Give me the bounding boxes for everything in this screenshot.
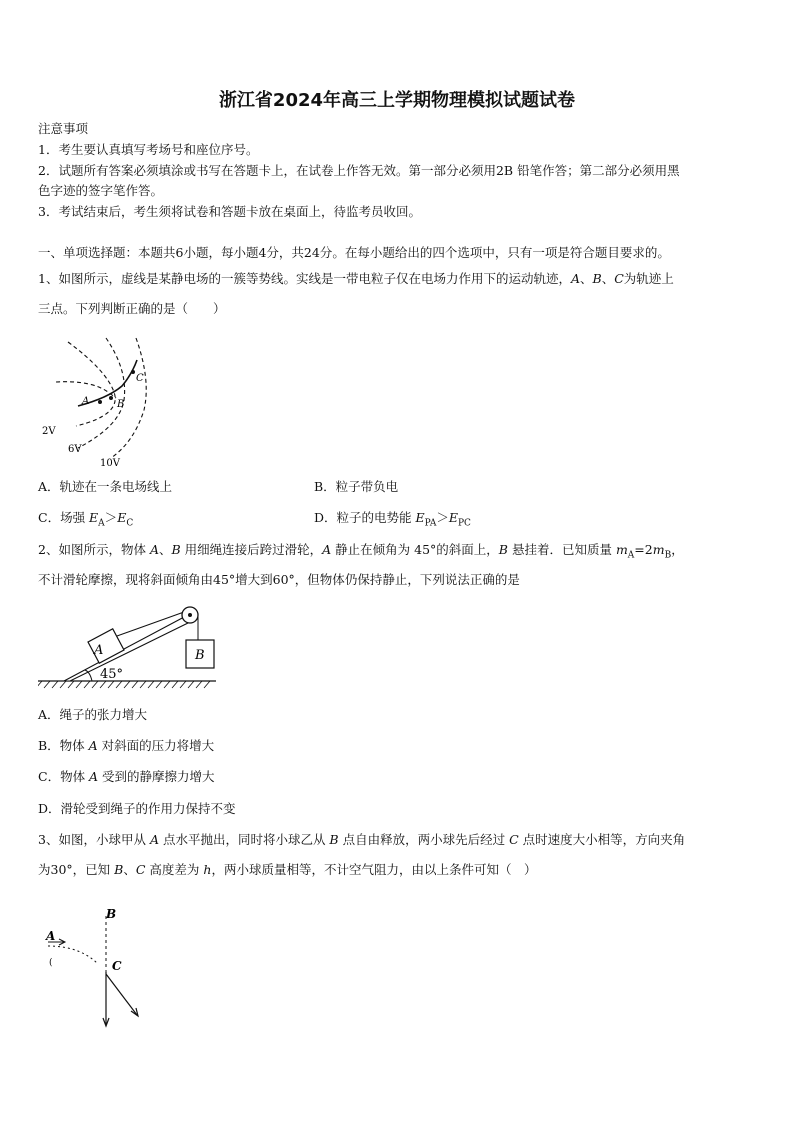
q3-label-b: B bbox=[106, 907, 117, 921]
q2-option-d: D．滑轮受到绳子的作用力保持不变 bbox=[38, 801, 236, 816]
q3-figure bbox=[40, 902, 150, 1032]
q2-option-c-text: 受到的静摩擦力增大 bbox=[98, 769, 215, 784]
q2-mass-b-sub: B bbox=[664, 550, 672, 561]
q3-text: 高度差为 bbox=[145, 862, 204, 877]
q2-eq: =2 bbox=[634, 542, 653, 557]
q2-mass-a-sub: A bbox=[627, 550, 635, 561]
q2-angle-label: 45° bbox=[100, 667, 124, 682]
q1-option-d-e: E bbox=[415, 510, 425, 525]
notice-item-2-cont: 色字迹的签字笔作答。 bbox=[38, 183, 164, 198]
q2-text: 静止在倾角为 45°的斜面上， bbox=[331, 542, 499, 557]
q3-var-b: B bbox=[114, 862, 124, 877]
q2-incline bbox=[64, 616, 190, 681]
q1-option-d-gt: ＞ bbox=[436, 510, 449, 525]
q1-label-a: A bbox=[82, 396, 90, 407]
q3-var-a: A bbox=[149, 832, 159, 847]
q3-text: 3、如图，小球甲从 bbox=[38, 832, 150, 847]
q3-var-h: h bbox=[203, 862, 212, 877]
q1-label-c: C bbox=[136, 373, 144, 384]
q1-option-b: B．粒子带负电 bbox=[314, 479, 399, 494]
q1-option-c-gt: ＞ bbox=[104, 510, 118, 525]
q1-text: 为轨迹上 bbox=[623, 271, 674, 286]
q1-label-2v: 2V bbox=[42, 426, 56, 437]
q3-var-c: C bbox=[135, 862, 146, 877]
q1-var-c: C bbox=[614, 271, 624, 286]
q1-equipotential-6v bbox=[78, 338, 125, 448]
q1-option-c bbox=[38, 510, 133, 532]
q1-figure bbox=[36, 330, 166, 472]
section-heading: 一、单项选择题：本题共6小题，每小题4分，共24分。在每小题给出的四个选项中，只有一项是符合题目要求的。 bbox=[38, 245, 670, 260]
q2-mass-a: m bbox=[615, 542, 628, 557]
q3-label-c: C bbox=[112, 959, 122, 973]
q3-label-paren: ( bbox=[49, 958, 53, 968]
q2-option-c-text: C．物体 bbox=[38, 769, 90, 784]
q2-var-b: B bbox=[171, 542, 181, 557]
q3-label-a: A bbox=[46, 929, 56, 943]
q1-stem-line2: 三点。下列判断正确的是（ ） bbox=[38, 301, 226, 316]
q1-sep: 、 bbox=[580, 271, 593, 286]
q1-equipotential-10v bbox=[111, 338, 146, 458]
q2-option-b bbox=[38, 738, 214, 754]
q2-figure bbox=[38, 600, 218, 692]
q2-stem-line1 bbox=[38, 542, 684, 564]
q2-option-c bbox=[38, 769, 215, 785]
notice-item-2: 2．试题所有答案必须填涂或书写在答题卡上，在试卷上作答无效。第一部分必须用2B 铅笔作答；第二部分必须用黑 bbox=[38, 163, 680, 178]
q2-text: 悬挂着．已知质量 bbox=[507, 542, 616, 557]
q3-trajectory bbox=[48, 946, 98, 964]
q2-option-a: A．绳子的张力增大 bbox=[38, 707, 148, 722]
q1-sep: 、 bbox=[601, 271, 615, 286]
q1-label-b: B bbox=[117, 399, 125, 410]
q2-pulley-axle bbox=[188, 613, 192, 617]
q1-stem-line1 bbox=[38, 271, 674, 287]
q2-var-a: A bbox=[149, 542, 159, 557]
q3-text: 点自由释放，两小球先后经过 bbox=[338, 832, 510, 847]
q1-option-c-sub: C bbox=[126, 518, 134, 529]
page-title: 浙江省2024年高三上学期物理模拟试题试卷 bbox=[218, 90, 576, 111]
q2-label-a: A bbox=[94, 643, 104, 658]
q3-stem-line2 bbox=[38, 862, 536, 878]
q1-option-d bbox=[314, 510, 471, 532]
q1-var-b: B bbox=[592, 271, 602, 286]
notice-item-1: 1．考生要认真填写考场号和座位序号。 bbox=[38, 142, 259, 157]
q1-label-6v: 6V bbox=[68, 444, 82, 455]
q2-text: 用细绳连接后跨过滑轮， bbox=[180, 542, 323, 557]
q2-text: ， bbox=[671, 542, 684, 557]
q3-text: 点时速度大小相等，方向夹角 bbox=[518, 832, 686, 847]
q3-oblique-arrow bbox=[106, 974, 137, 1015]
q2-text: 2、如图所示，物体 bbox=[38, 542, 150, 557]
notice-item-3: 3．考试结束后，考生须将试卷和答题卡放在桌面上，待监考员收回。 bbox=[38, 204, 421, 219]
q2-var-b: B bbox=[498, 542, 508, 557]
q1-equipotential-2v-b bbox=[68, 342, 115, 426]
q3-text: 、 bbox=[123, 862, 136, 877]
q2-var-a: A bbox=[322, 542, 332, 557]
q3-text: ，两小球质量相等，不计空气阻力，由以上条件可知（ ） bbox=[211, 862, 537, 877]
q2-option-b-text: 对斜面的压力将增大 bbox=[97, 738, 215, 753]
q3-var-b: B bbox=[329, 832, 339, 847]
q2-option-b-var: A bbox=[88, 738, 98, 753]
q1-text: 1、如图所示，虚线是某静电场的一簇等势线。实线是一带电粒子仅在电场力作用下的运动轨迹， bbox=[38, 271, 571, 286]
q3-var-c: C bbox=[509, 832, 519, 847]
q3-text: 为30°，已知 bbox=[38, 862, 115, 877]
q1-option-c-text: C．场强 bbox=[38, 510, 90, 525]
q1-option-c-e: E bbox=[117, 510, 127, 525]
q1-option-d-sub: PC bbox=[458, 518, 471, 529]
q1-point-a bbox=[98, 400, 102, 404]
q1-option-d-text: D．粒子的电势能 bbox=[314, 510, 416, 525]
q2-mass-b: m bbox=[652, 542, 665, 557]
q1-option-a: A．轨迹在一条电场线上 bbox=[38, 479, 173, 494]
q1-label-10v: 10V bbox=[100, 458, 120, 469]
q1-point-c bbox=[131, 370, 135, 374]
q2-label-b: B bbox=[195, 648, 205, 663]
q3-stem-line1 bbox=[38, 832, 685, 848]
q1-var-a: A bbox=[570, 271, 580, 286]
q2-option-c-var: A bbox=[89, 769, 99, 784]
q2-stem-line2: 不计滑轮摩擦，现将斜面倾角由45°增大到60°，但物体仍保持静止，下列说法正确的是 bbox=[38, 572, 520, 587]
notice-heading: 注意事项 bbox=[38, 121, 89, 136]
q2-text: 、 bbox=[158, 542, 172, 557]
q1-option-d-e: E bbox=[448, 510, 458, 525]
q1-option-c-e: E bbox=[89, 510, 99, 525]
q1-point-b bbox=[109, 396, 113, 400]
q2-ground-hatch bbox=[38, 681, 210, 688]
q3-text: 点水平抛出，同时将小球乙从 bbox=[158, 832, 330, 847]
q2-option-b-text: B．物体 bbox=[38, 738, 89, 753]
q1-option-c-sub: A bbox=[98, 518, 105, 529]
q1-option-d-sub: PA bbox=[424, 518, 437, 529]
